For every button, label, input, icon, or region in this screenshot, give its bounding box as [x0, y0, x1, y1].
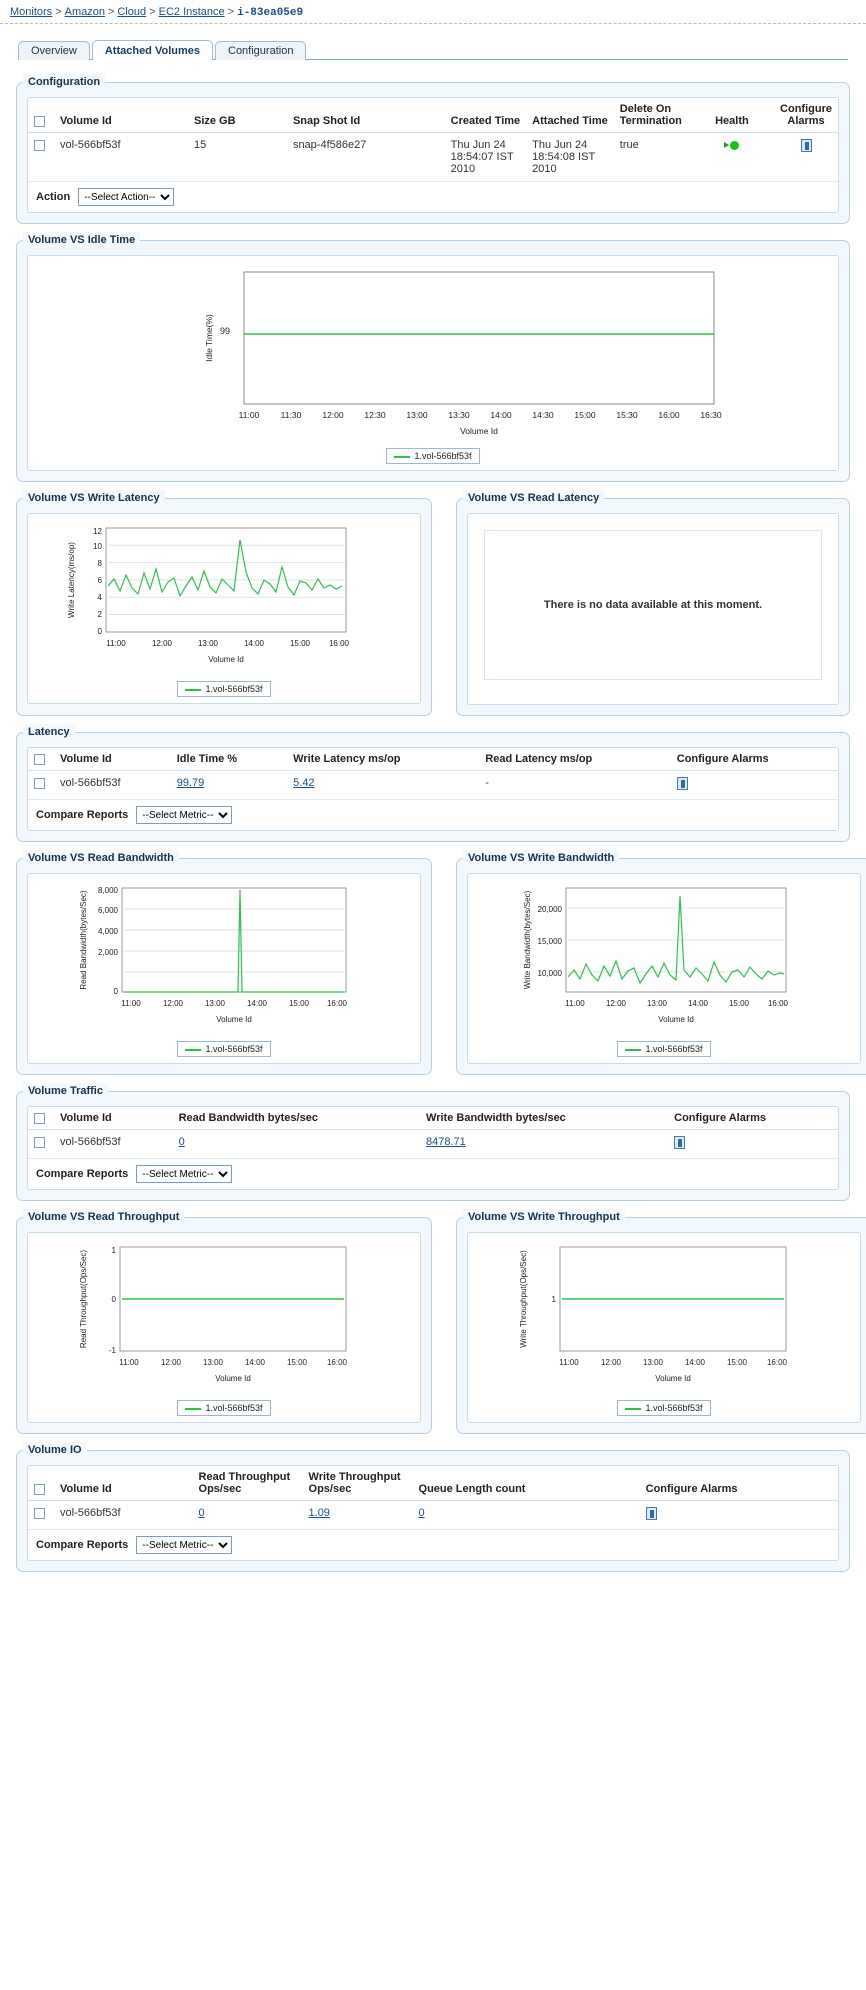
read-bandwidth-plot — [34, 882, 414, 1032]
chart-panel-write-latency — [16, 492, 432, 716]
configuration-table-wrapper — [27, 97, 839, 213]
legend-line-icon — [185, 689, 201, 691]
health-status-icon — [730, 141, 739, 150]
col-read-latency: Read Latency ms/op — [479, 748, 670, 771]
svg-text:15:00: 15:00 — [289, 639, 311, 648]
cell-created-time: Thu Jun 24 18:54:07 IST 2010 — [450, 139, 514, 175]
cell-read-bandwidth-link[interactable]: 0 — [178, 1136, 185, 1148]
table-header-row — [28, 1466, 838, 1501]
svg-text:13:00: 13:00 — [646, 999, 668, 1008]
cell-volume-id: vol-566bf53f — [60, 1136, 121, 1148]
svg-text:13:00: 13:00 — [202, 1358, 224, 1367]
svg-text:10,000: 10,000 — [537, 969, 562, 978]
select-all-checkbox[interactable] — [34, 1113, 45, 1124]
action-select[interactable] — [78, 188, 174, 206]
svg-text:11:00: 11:00 — [559, 1358, 579, 1367]
cell-configure-alarm — [774, 133, 838, 182]
compare-metric-select[interactable] — [136, 1165, 232, 1183]
svg-text:Read Throughput(Ops/Sec): Read Throughput(Ops/Sec) — [79, 1249, 88, 1349]
svg-text:14:00: 14:00 — [244, 1358, 266, 1367]
col-configure-alarms: Configure Alarms — [640, 1466, 838, 1501]
row-select-checkbox[interactable] — [34, 1137, 45, 1148]
col-volume-id: Volume Id — [54, 1466, 193, 1501]
svg-text:12:00: 12:00 — [605, 999, 627, 1008]
chart-write-throughput — [467, 1232, 861, 1423]
select-all-checkbox[interactable] — [34, 116, 45, 127]
svg-text:2,000: 2,000 — [97, 948, 118, 957]
latency-panel-title: Latency — [23, 724, 75, 740]
configuration-table — [28, 98, 838, 181]
svg-text:4,000: 4,000 — [97, 927, 118, 936]
latency-chart-row — [0, 482, 866, 716]
svg-text:12: 12 — [93, 527, 102, 536]
col-attached-time: Attached Time — [526, 98, 614, 133]
volume-io-panel — [16, 1444, 850, 1572]
svg-text:12:00: 12:00 — [322, 410, 344, 420]
configuration-panel-title: Configuration — [23, 74, 105, 90]
svg-text:13:00: 13:00 — [197, 639, 219, 648]
write-throughput-plot — [474, 1241, 854, 1391]
chart-legend-idle-time — [386, 448, 479, 464]
col-volume-id: Volume Id — [54, 1107, 173, 1130]
chart-title-write-throughput: Volume VS Write Throughput — [463, 1209, 625, 1225]
configure-alarm-icon[interactable] — [674, 1136, 685, 1149]
cell-write-throughput-link[interactable]: 1.09 — [308, 1507, 330, 1519]
col-queue-length: Queue Length count — [413, 1466, 640, 1501]
svg-text:1: 1 — [551, 1295, 556, 1304]
breadcrumb-item-ec2-instance[interactable]: EC2 Instance — [158, 6, 225, 18]
configuration-panel — [16, 76, 850, 224]
svg-text:6: 6 — [97, 576, 102, 585]
svg-text:Volume Id: Volume Id — [655, 1374, 691, 1383]
io-compare-bar — [28, 1529, 838, 1560]
cell-size: 15 — [193, 139, 207, 151]
svg-text:8,000: 8,000 — [97, 886, 118, 895]
svg-text:11:00: 11:00 — [565, 999, 585, 1008]
svg-text:10: 10 — [93, 542, 102, 551]
col-read-throughput: Read Throughput Ops/sec — [193, 1466, 303, 1501]
volume-traffic-table-wrapper — [27, 1106, 839, 1190]
volume-io-table — [28, 1466, 838, 1529]
configure-alarm-icon[interactable] — [801, 139, 812, 152]
svg-text:-1: -1 — [108, 1346, 116, 1355]
svg-text:99: 99 — [219, 326, 230, 336]
chart-title-read-latency: Volume VS Read Latency — [463, 490, 604, 506]
latency-table — [28, 748, 838, 799]
volume-io-panel-title: Volume IO — [23, 1442, 87, 1458]
configure-alarm-icon[interactable] — [646, 1507, 657, 1520]
volume-io-table-wrapper — [27, 1465, 839, 1561]
cell-snapshot-id: snap-4f586e27 — [292, 139, 367, 151]
chart-panel-write-throughput — [456, 1211, 866, 1434]
chart-title-write-bandwidth: Volume VS Write Bandwidth — [463, 850, 619, 866]
chart-panel-read-throughput — [16, 1211, 432, 1434]
health-arrow-icon — [724, 142, 729, 148]
svg-text:14:30: 14:30 — [532, 410, 554, 420]
read-throughput-plot — [34, 1241, 414, 1391]
svg-text:12:00: 12:00 — [600, 1358, 622, 1367]
table-row — [28, 1130, 838, 1159]
svg-text:15:00: 15:00 — [286, 1358, 308, 1367]
no-data-message: There is no data available at this moment. — [484, 530, 822, 680]
idle-time-plot — [34, 264, 834, 439]
svg-text:15:00: 15:00 — [288, 999, 310, 1008]
svg-text:Volume Id: Volume Id — [216, 1015, 252, 1024]
legend-line-icon — [625, 1408, 641, 1410]
tab-configuration[interactable]: Configuration — [215, 41, 306, 60]
svg-text:13:00: 13:00 — [204, 999, 226, 1008]
svg-text:20,000: 20,000 — [537, 905, 562, 914]
chart-read-bandwidth — [27, 873, 421, 1064]
cell-attached-time: Thu Jun 24 18:54:08 IST 2010 — [532, 139, 595, 175]
svg-text:15:00: 15:00 — [574, 410, 596, 420]
select-all-checkbox[interactable] — [34, 754, 45, 765]
cell-delete-on-termination: true — [619, 139, 639, 151]
table-header-row — [28, 748, 838, 771]
svg-text:13:00: 13:00 — [642, 1358, 664, 1367]
svg-text:11:00: 11:00 — [119, 1358, 139, 1367]
legend-line-icon — [394, 456, 410, 458]
svg-text:14:00: 14:00 — [490, 410, 512, 420]
col-volume-id: Volume Id — [54, 98, 188, 133]
chart-panel-write-bandwidth — [456, 852, 866, 1075]
row-select-checkbox[interactable] — [34, 778, 45, 789]
col-volume-id: Volume Id — [54, 748, 171, 771]
cell-volume-id: vol-566bf53f — [60, 1507, 121, 1519]
legend-label: 1.vol-566bf53f — [205, 1044, 263, 1054]
col-health: Health — [690, 98, 774, 133]
tab-attached-volumes[interactable]: Attached Volumes — [92, 40, 213, 60]
chart-legend-read-bandwidth — [177, 1041, 270, 1057]
legend-label: 1.vol-566bf53f — [645, 1403, 703, 1413]
svg-text:11:00: 11:00 — [121, 999, 141, 1008]
table-row — [28, 133, 838, 182]
svg-text:Write Bandwidth(bytes/Sec): Write Bandwidth(bytes/Sec) — [523, 890, 532, 990]
chart-read-latency — [467, 513, 839, 705]
chart-title-read-bandwidth: Volume VS Read Bandwidth — [23, 850, 179, 866]
svg-text:15:00: 15:00 — [728, 999, 750, 1008]
compare-reports-label: Compare Reports — [36, 1168, 129, 1180]
svg-text:14:00: 14:00 — [246, 999, 268, 1008]
svg-text:1: 1 — [111, 1246, 116, 1255]
configuration-action-bar — [28, 181, 838, 212]
svg-text:11:00: 11:00 — [106, 639, 126, 648]
svg-text:11:30: 11:30 — [280, 410, 302, 420]
col-idle-time: Idle Time % — [171, 748, 287, 771]
svg-text:16:00: 16:00 — [326, 999, 348, 1008]
compare-reports-label: Compare Reports — [36, 809, 129, 821]
volume-traffic-panel-title: Volume Traffic — [23, 1083, 108, 1099]
svg-text:14:00: 14:00 — [687, 999, 709, 1008]
legend-label: 1.vol-566bf53f — [205, 1403, 263, 1413]
row-select-checkbox[interactable] — [34, 1508, 45, 1519]
chart-idle-time — [27, 255, 839, 471]
bandwidth-chart-row — [0, 842, 866, 1075]
cell-volume-id: vol-566bf53f — [60, 777, 121, 789]
col-write-bandwidth: Write Bandwidth bytes/sec — [420, 1107, 668, 1130]
row-select-checkbox[interactable] — [34, 140, 45, 151]
svg-text:16:30: 16:30 — [700, 410, 722, 420]
col-write-latency: Write Latency ms/op — [287, 748, 479, 771]
col-configure-alarms: Configure Alarms — [671, 748, 838, 771]
col-created-time: Created Time — [445, 98, 527, 133]
svg-text:15,000: 15,000 — [537, 937, 562, 946]
chart-panel-read-latency — [456, 492, 850, 716]
svg-text:8: 8 — [97, 559, 102, 568]
svg-text:12:00: 12:00 — [160, 1358, 182, 1367]
breadcrumb-separator: > — [55, 6, 62, 18]
svg-text:2: 2 — [97, 610, 102, 619]
svg-text:0: 0 — [97, 627, 102, 636]
breadcrumb-separator: > — [107, 6, 115, 18]
legend-label: 1.vol-566bf53f — [205, 684, 263, 694]
configure-alarm-icon[interactable] — [677, 777, 688, 790]
chart-title-idle-time: Volume VS Idle Time — [23, 232, 140, 248]
tab-overview[interactable]: Overview — [18, 41, 90, 60]
svg-text:Volume Id: Volume Id — [658, 1015, 694, 1024]
svg-text:Idle Time(%): Idle Time(%) — [204, 314, 214, 362]
svg-text:Write Latency(ms/op): Write Latency(ms/op) — [67, 542, 76, 618]
legend-line-icon — [185, 1049, 201, 1051]
svg-text:15:30: 15:30 — [616, 410, 638, 420]
svg-text:11:00: 11:00 — [238, 410, 260, 420]
svg-text:Read Bandwidth(bytes/Sec): Read Bandwidth(bytes/Sec) — [79, 890, 88, 990]
svg-text:16:00: 16:00 — [658, 410, 680, 420]
svg-text:Volume Id: Volume Id — [460, 426, 498, 436]
chart-legend-write-throughput — [617, 1400, 710, 1416]
chart-write-bandwidth — [467, 873, 861, 1064]
table-header-row — [28, 98, 838, 133]
svg-text:12:00: 12:00 — [151, 639, 173, 648]
col-size: Size GB — [188, 98, 287, 133]
chart-legend-write-latency — [177, 681, 270, 697]
latency-table-wrapper — [27, 747, 839, 831]
cell-idle-time-link[interactable]: 99.79 — [176, 777, 205, 789]
svg-text:0: 0 — [111, 1295, 116, 1304]
svg-text:12:00: 12:00 — [162, 999, 184, 1008]
svg-text:4: 4 — [97, 593, 102, 602]
action-label: Action — [36, 191, 71, 203]
col-snapshot-id: Snap Shot Id — [287, 98, 445, 133]
compare-reports-label: Compare Reports — [36, 1539, 129, 1551]
breadcrumb-item-cloud[interactable]: Cloud — [117, 6, 147, 18]
chart-write-latency — [27, 513, 421, 704]
svg-text:Volume Id: Volume Id — [215, 1374, 251, 1383]
breadcrumb-item-amazon[interactable]: Amazon — [64, 6, 105, 18]
latency-compare-bar — [28, 799, 838, 830]
chart-legend-read-throughput — [177, 1400, 270, 1416]
svg-text:16:00: 16:00 — [326, 1358, 348, 1367]
breadcrumb-current-instance: i-83ea05e9 — [237, 7, 304, 19]
svg-text:0: 0 — [113, 987, 118, 996]
svg-text:13:00: 13:00 — [406, 410, 428, 420]
chart-panel-idle-time — [16, 234, 850, 482]
svg-text:14:00: 14:00 — [243, 639, 265, 648]
legend-line-icon — [625, 1049, 641, 1051]
svg-text:Write Throughput(Ops/Sec): Write Throughput(Ops/Sec) — [519, 1250, 528, 1348]
tab-bar — [18, 36, 848, 60]
svg-text:Volume Id: Volume Id — [208, 655, 244, 664]
col-configure-alarms: Configure Alarms — [774, 98, 838, 133]
volume-traffic-panel — [16, 1085, 850, 1201]
cell-queue-length-link[interactable]: 0 — [418, 1507, 425, 1519]
svg-text:13:30: 13:30 — [448, 410, 470, 420]
throughput-chart-row — [0, 1201, 866, 1434]
svg-text:15:00: 15:00 — [726, 1358, 748, 1367]
cell-volume-id: vol-566bf53f — [60, 139, 121, 151]
svg-text:6,000: 6,000 — [97, 906, 118, 915]
compare-metric-select[interactable] — [136, 1536, 232, 1554]
chart-legend-write-bandwidth — [617, 1041, 710, 1057]
chart-read-throughput — [27, 1232, 421, 1423]
chart-title-read-throughput: Volume VS Read Throughput — [23, 1209, 184, 1225]
legend-label: 1.vol-566bf53f — [414, 451, 472, 461]
traffic-compare-bar — [28, 1158, 838, 1189]
cell-read-latency: - — [485, 777, 489, 789]
breadcrumb-item-monitors[interactable]: Monitors — [10, 6, 53, 18]
cell-health — [690, 133, 774, 182]
table-row — [28, 1501, 838, 1530]
breadcrumb — [0, 0, 866, 24]
compare-metric-select[interactable] — [136, 806, 232, 824]
col-delete-on-termination: Delete On Termination — [614, 98, 690, 133]
volume-traffic-table — [28, 1107, 838, 1158]
table-row — [28, 771, 838, 800]
legend-label: 1.vol-566bf53f — [645, 1044, 703, 1054]
breadcrumb-separator: > — [227, 6, 235, 18]
write-latency-plot — [34, 522, 414, 672]
svg-text:16:00: 16:00 — [328, 639, 350, 648]
svg-text:14:00: 14:00 — [684, 1358, 706, 1367]
breadcrumb-separator: > — [149, 6, 156, 18]
svg-text:16:00: 16:00 — [766, 1358, 788, 1367]
col-configure-alarms: Configure Alarms — [668, 1107, 838, 1130]
svg-text:12:30: 12:30 — [364, 410, 386, 420]
legend-line-icon — [185, 1408, 201, 1410]
table-header-row — [28, 1107, 838, 1130]
svg-text:16:00: 16:00 — [767, 999, 789, 1008]
write-bandwidth-plot — [474, 882, 854, 1032]
latency-panel — [16, 726, 850, 842]
cell-write-bandwidth-link[interactable]: 8478.71 — [426, 1136, 466, 1148]
cell-read-throughput-link[interactable]: 0 — [198, 1507, 205, 1519]
select-all-checkbox[interactable] — [34, 1484, 45, 1495]
cell-write-latency-link[interactable]: 5.42 — [293, 777, 315, 789]
col-write-throughput: Write Throughput Ops/sec — [303, 1466, 413, 1501]
col-read-bandwidth: Read Bandwidth bytes/sec — [173, 1107, 420, 1130]
chart-title-write-latency: Volume VS Write Latency — [23, 490, 165, 506]
chart-panel-read-bandwidth — [16, 852, 432, 1075]
